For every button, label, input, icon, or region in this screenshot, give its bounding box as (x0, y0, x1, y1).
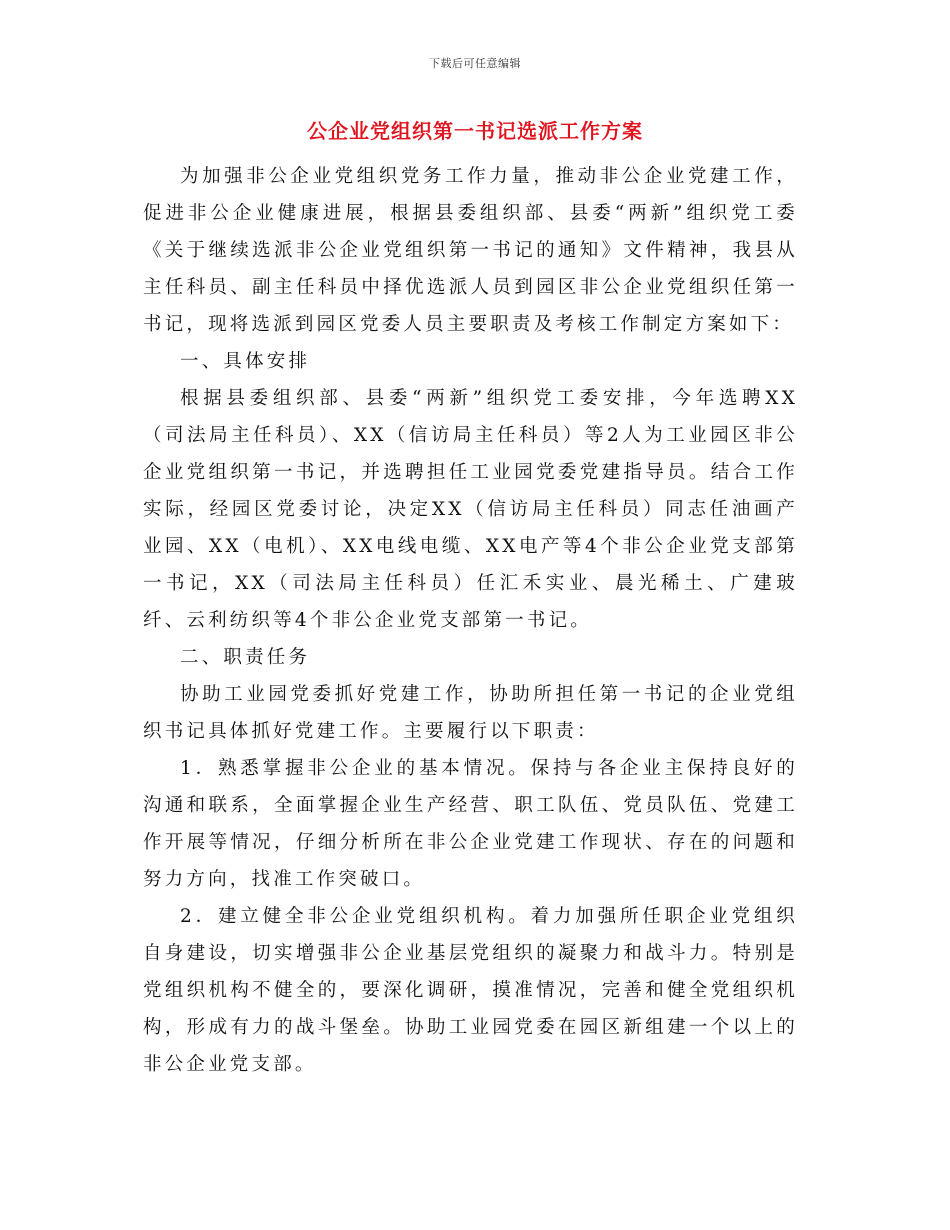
section-heading-duties: 二、职责任务 (180, 647, 311, 668)
paragraph-duty-2: 2．建立健全非公企业党组织机构。着力加强所任职企业党组织自身建设，切实增强非公企业基层党组织的凝聚力和战斗力。特别是党组织机构不健全的，要深化调研，摸准情况，完善和健全党组织机构，形成有力的战斗堡垒。协助工业园党委在园区新组建一个以上的非公企业党支部。 (143, 906, 798, 1075)
paragraph-duty-1: 1．熟悉掌握非公企业的基本情况。保持与各企业主保持良好的沟通和联系，全面掌握企业生产经营、职工队伍、党员队伍、党建工作开展等情况，仔细分析所在非公企业党建工作现状、存在的问题和努力方向，找准工作突破口。 (143, 758, 798, 890)
document-title: 公企业党组织第一书记选派工作方案 (307, 119, 643, 143)
paragraph-duties-intro: 协助工业园党委抓好党建工作，协助所担任第一书记的企业党组织书记具体抓好党建工作。主要履行以下职责： (143, 684, 798, 742)
section-heading-arrangement: 一、具体安排 (180, 351, 311, 372)
header-note: 下载后可任意编辑 (429, 57, 521, 70)
paragraph-arrangement: 根据县委组织部、县委“两新”组织党工委安排，今年选聘XX（司法局主任科员）、XX（信访局主任科员）等2人为工业园区非公企业党组织第一书记，并选聘担任工业园党委党建指导员。结合工作实际，经园区党委讨论，决定XX（信访局主任科员）同志任油画产业园、XX（电机）、XX电线电缆、XX电产等4个非公企业党支部第一书记，XX（司法局主任科员）任汇禾实业、晨光稀土、广建玻纤、云利纺织等4个非公企业党支部第一书记。 (143, 388, 798, 631)
paragraph-intro: 为加强非公企业党组织党务工作力量，推动非公企业党建工作，促进非公企业健康进展，根据县委组织部、县委“两新”组织党工委《关于继续选派非公企业党组织第一书记的通知》文件精神，我县从主任科员、副主任科员中择优选派人员到园区非公企业党组织任第一书记，现将选派到园区党委人员主要职责及考核工作制定方案如下： (143, 166, 798, 335)
document-body (143, 158, 798, 1083)
